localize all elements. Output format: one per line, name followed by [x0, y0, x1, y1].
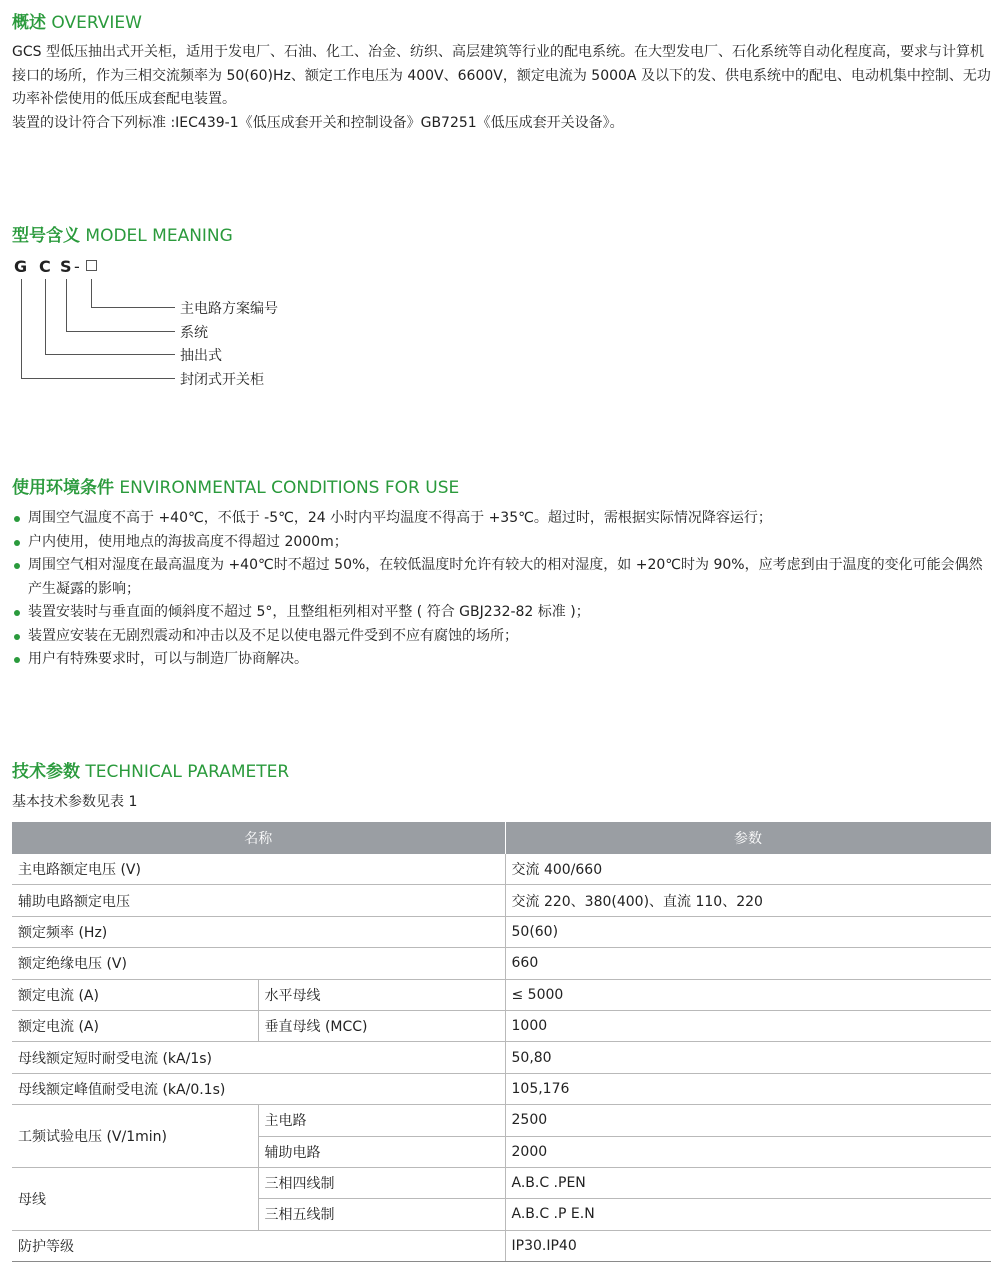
- tree-line-vertical: [45, 279, 46, 354]
- param-name: 母线: [12, 1167, 258, 1230]
- list-item: 用户有特殊要求时，可以与制造厂协商解决。: [12, 648, 994, 672]
- param-subname: 辅助电路: [258, 1136, 505, 1167]
- model-heading: [12, 221, 233, 246]
- list-item: 周围空气温度不高于 +40℃，不低于 -5℃，24 小时内平均温度不得高于 +35℃。超过时，需根据实际情况降容运行；: [12, 507, 994, 531]
- table-row: [12, 1105, 991, 1136]
- param-value: 1000: [505, 1010, 991, 1041]
- tree-line-horizontal: [45, 354, 175, 355]
- param-name: 辅助电路额定电压: [12, 885, 505, 916]
- table-row: [12, 1010, 991, 1041]
- param-subname: 垂直母线 (MCC): [258, 1010, 505, 1041]
- column-header-name: 名称: [12, 822, 505, 854]
- table-note: 基本技术参数见表 1: [12, 794, 138, 810]
- param-value: 交流 220、380(400)、直流 110、220: [505, 885, 991, 916]
- table-row: [12, 916, 991, 947]
- table-row: [12, 1230, 991, 1261]
- overview-text: [12, 41, 992, 135]
- technical-parameter-table: [12, 822, 992, 1262]
- param-value: 105,176: [505, 1073, 991, 1104]
- overview-heading: [12, 8, 142, 33]
- param-subname: 三相五线制: [258, 1199, 505, 1230]
- table-row: [12, 1042, 991, 1073]
- model-label-enclosed-switchgear: 封闭式开关柜: [180, 372, 264, 388]
- environment-list: [12, 507, 994, 672]
- param-name: 工频试验电压 (V/1min): [12, 1105, 258, 1168]
- model-label-withdrawable: 抽出式: [180, 348, 222, 364]
- param-name: 防护等级: [12, 1230, 505, 1261]
- param-subname: 三相四线制: [258, 1167, 505, 1198]
- model-code-letter-s: S: [60, 257, 72, 276]
- model-title-cn: 型号含义: [12, 226, 80, 246]
- list-item: 装置应安装在无剧烈震动和冲击以及不足以使电器元件受到不应有腐蚀的场所；: [12, 625, 994, 649]
- param-name: 母线额定峰值耐受电流 (kA/0.1s): [12, 1073, 505, 1104]
- param-value: 2000: [505, 1136, 991, 1167]
- param-value: 50,80: [505, 1042, 991, 1073]
- environment-title-cn: 使用环境条件: [12, 478, 114, 498]
- environment-title-en: ENVIRONMENTAL CONDITIONS FOR USE: [119, 478, 460, 498]
- table-row: [12, 1073, 991, 1104]
- param-name: 主电路额定电压 (V): [12, 854, 505, 885]
- technical-heading: [12, 757, 289, 782]
- column-header-value: 参数: [505, 822, 991, 854]
- technical-title-en: TECHNICAL PARAMETER: [85, 762, 290, 782]
- table-row: [12, 885, 991, 916]
- table-row: [12, 1167, 991, 1198]
- model-code-box: [86, 260, 97, 271]
- list-item: 周围空气相对湿度在最高温度为 +40℃时不超过 50%，在较低温度时允许有较大的相对湿度，如 +20℃时为 90%，应考虑到由于温度的变化可能会偶然产生凝露的影响；: [12, 554, 994, 601]
- param-name: 额定电流 (A): [12, 979, 258, 1010]
- tree-line-horizontal: [21, 378, 175, 379]
- param-name: 额定绝缘电压 (V): [12, 948, 505, 979]
- param-value: A.B.C .P E.N: [505, 1199, 991, 1230]
- technical-title-cn: 技术参数: [12, 762, 80, 782]
- param-subname: 水平母线: [258, 979, 505, 1010]
- param-value: 交流 400/660: [505, 854, 991, 885]
- list-item: 装置安装时与垂直面的倾斜度不超过 5°，且整组柜列相对平整 ( 符合 GBJ232-82 标准 )；: [12, 601, 994, 625]
- model-title-en: MODEL MEANING: [85, 226, 233, 246]
- model-code-letter-g: G: [14, 257, 28, 276]
- model-code-dash: -: [74, 257, 80, 276]
- environment-heading: [12, 473, 459, 498]
- param-subname: 主电路: [258, 1105, 505, 1136]
- param-name: 母线额定短时耐受电流 (kA/1s): [12, 1042, 505, 1073]
- tree-line-vertical: [91, 279, 92, 307]
- overview-title-cn: 概述: [12, 13, 46, 33]
- table-header-row: [12, 822, 991, 854]
- model-code-letter-c: C: [39, 257, 51, 276]
- tree-line-horizontal: [66, 331, 175, 332]
- param-value: 2500: [505, 1105, 991, 1136]
- overview-title-en: OVERVIEW: [51, 13, 142, 33]
- table-row: [12, 948, 991, 979]
- overview-paragraph: GCS 型低压抽出式开关柜，适用于发电厂、石油、化工、冶金、纺织、高层建筑等行业的配电系统。在大型发电厂、石化系统等自动化程度高，要求与计算机接口的场所，作为三相交流频率为 50(60)Hz、额定工作电压为 400V、6600V，额定电流为 5000A 及以下的发、供电系统中的配电、电动机集中控制、无功功率补偿使用的低压成套配电装置。: [12, 44, 991, 107]
- param-value: IP30.IP40: [505, 1230, 991, 1261]
- model-label-scheme-number: 主电路方案编号: [180, 301, 278, 317]
- param-value: 50(60): [505, 916, 991, 947]
- tree-line-vertical: [21, 279, 22, 378]
- tree-line-vertical: [66, 279, 67, 331]
- table-row: [12, 854, 991, 885]
- param-value: ≤ 5000: [505, 979, 991, 1010]
- param-value: A.B.C .PEN: [505, 1167, 991, 1198]
- param-name: 额定频率 (Hz): [12, 916, 505, 947]
- overview-paragraph: 装置的设计符合下列标准 :IEC439-1《低压成套开关和控制设备》GB7251《低压成套开关设备》。: [12, 114, 624, 131]
- table-row: [12, 979, 991, 1010]
- model-label-system: 系统: [180, 325, 208, 341]
- list-item: 户内使用，使用地点的海拔高度不得超过 2000m；: [12, 531, 994, 555]
- param-value: 660: [505, 948, 991, 979]
- tree-line-horizontal: [91, 307, 175, 308]
- param-name: 额定电流 (A): [12, 1010, 258, 1041]
